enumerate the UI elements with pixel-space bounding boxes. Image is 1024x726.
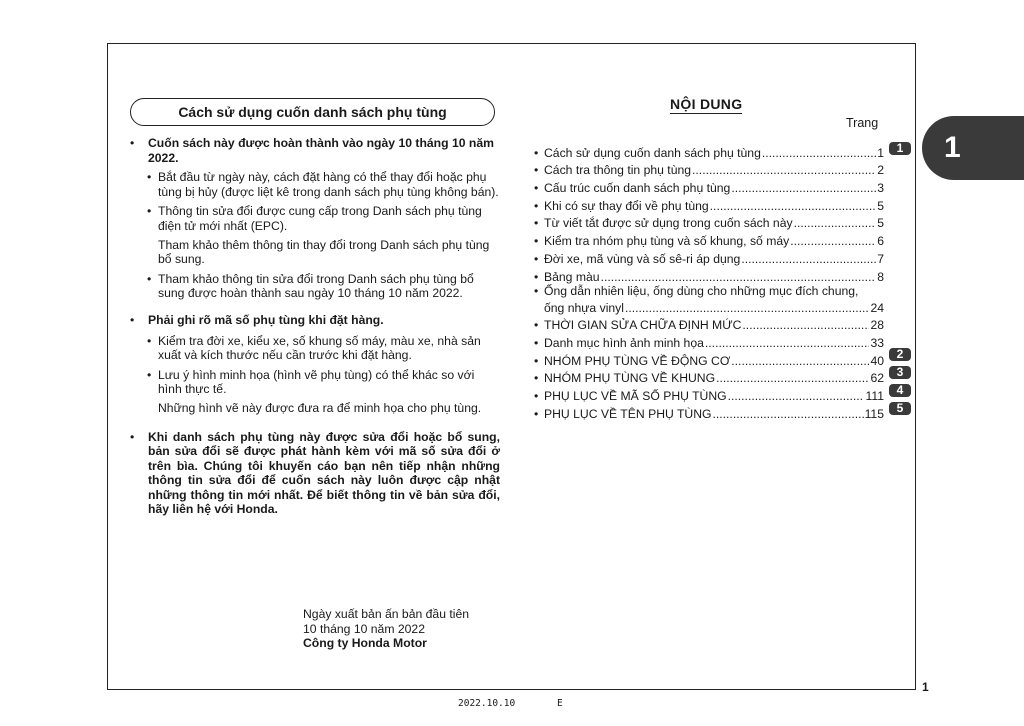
- toc-bullet: •: [534, 145, 539, 160]
- toc-leader: [731, 354, 869, 368]
- toc-entry-label: Bảng màu: [544, 269, 600, 284]
- toc-leader: [794, 216, 877, 230]
- ordering-item-2-text: Lưu ý hình minh họa (hình vẽ phụ tùng) có thể khác so với hình thực tế.: [158, 367, 475, 397]
- completion-item-2: [130, 204, 500, 233]
- toc-entry-page: 8: [877, 269, 884, 284]
- toc-entry-label: PHỤ LỤC VỀ TÊN PHỤ TÙNG: [544, 406, 712, 421]
- toc-bullet: •: [534, 163, 539, 178]
- toc-bullet: •: [534, 353, 539, 368]
- toc-bullet: •: [534, 234, 539, 249]
- toc-entry-label: Đời xe, mã vùng và số sê-ri áp dụng: [544, 251, 741, 266]
- toc-entry-page: 5: [877, 216, 884, 231]
- footer-code: E: [557, 698, 563, 709]
- toc-leader: [790, 234, 876, 248]
- toc-entry[interactable]: [534, 248, 884, 266]
- section-tab[interactable]: 1: [922, 116, 1024, 180]
- table-of-contents: [534, 142, 884, 421]
- toc-leader: [710, 199, 877, 213]
- toc-entry-page: 111: [865, 388, 884, 403]
- toc-entry[interactable]: [534, 177, 884, 195]
- toc-entry-label: NHÓM PHỤ TÙNG VỀ KHUNG: [544, 371, 716, 386]
- toc-leader: [728, 389, 865, 403]
- section-revision: [130, 430, 500, 518]
- section-ordering: [130, 313, 500, 328]
- sub-bullet: •: [147, 333, 152, 348]
- sub-bullet: •: [147, 170, 152, 185]
- sub-bullet: •: [147, 204, 152, 219]
- page-number: 1: [922, 680, 929, 694]
- revision-text: Khi danh sách phụ tùng này được sửa đổi hoặc bổ sung, bản sửa đổi sẽ được phát hành kèm với mã số sửa đổi ở trên bìa. Chúng tôi khuyến cáo bạn nên tiếp nhận những thông tin sửa đổi để cuốn sách này luôn được cập nhật những thông tin mới nhất. Để biết thông tin về bản sửa đổi, hãy liên hệ với Honda.: [148, 429, 500, 517]
- toc-entry-label: Kiểm tra nhóm phụ tùng và số khung, số máy: [544, 234, 790, 249]
- section-badge-4[interactable]: 4: [889, 384, 911, 397]
- toc-entry-page: 40: [870, 353, 884, 368]
- completion-item-1: [130, 170, 500, 199]
- completion-heading: Cuốn sách này được hoàn thành vào ngày 10 tháng 10 năm 2022.: [148, 136, 494, 165]
- toc-leader: [713, 407, 864, 421]
- publisher-name: Công ty Honda Motor: [303, 636, 427, 651]
- toc-entry[interactable]: [534, 213, 884, 231]
- toc-leader: [762, 146, 876, 160]
- completion-item-1-text: Bắt đầu từ ngày này, cách đặt hàng có thể thay đổi hoặc phụ tùng bị hủy (được liệt kê trong danh sách phụ tùng không bán).: [158, 170, 499, 199]
- toc-entry-page: 33: [870, 335, 884, 350]
- ordering-item-1-text: Kiểm tra đời xe, kiểu xe, số khung số máy, màu xe, nhà sản xuất và kích thước nếu cần trước khi đặt hàng.: [158, 333, 481, 363]
- toc-entry-label: THỜI GIAN SỬA CHỮA ĐỊNH MỨC: [544, 318, 742, 333]
- toc-bullet: •: [534, 406, 539, 421]
- footer-date: 2022.10.10: [458, 698, 516, 709]
- section-badge-2[interactable]: 2: [889, 348, 911, 361]
- section-completion: [130, 136, 500, 165]
- toc-entry-page: 2: [877, 163, 884, 178]
- toc-entry-page: 6: [877, 234, 884, 249]
- toc-entry[interactable]: [534, 195, 884, 213]
- toc-entry-label-line1: Ống dẫn nhiên liệu, ống dùng cho những mục đích chung,: [544, 283, 859, 298]
- toc-bullet: •: [534, 198, 539, 213]
- ordering-item-2: [130, 368, 500, 397]
- toc-leader: [692, 163, 876, 177]
- completion-item-3: [130, 272, 500, 301]
- toc-bullet: •: [534, 318, 539, 333]
- toc-entry-label-line2: ống nhựa vinyl: [544, 300, 624, 315]
- toc-entry-page: 5: [877, 198, 884, 213]
- section-badge-1[interactable]: 1: [889, 142, 911, 155]
- toc-entry[interactable]: [534, 315, 884, 333]
- toc-heading: NỘI DUNG: [670, 96, 743, 112]
- toc-entry[interactable]: [534, 230, 884, 248]
- toc-entry-page: 115: [864, 406, 884, 421]
- bullet: •: [130, 429, 135, 444]
- toc-entry[interactable]: [534, 284, 884, 315]
- completion-item-3-text: Tham khảo thông tin sửa đổi trong Danh sách phụ tùng bổ sung được hoàn thành sau ngày 10 tháng 10 năm 2022.: [158, 271, 474, 301]
- toc-entry-page: 62: [870, 371, 884, 386]
- sub-bullet: •: [147, 271, 152, 286]
- toc-entry[interactable]: [534, 385, 884, 403]
- toc-entry[interactable]: [534, 266, 884, 284]
- toc-entry-page: 3: [877, 181, 884, 196]
- ordering-item-1: [130, 334, 500, 363]
- toc-bullet: •: [534, 283, 539, 298]
- usage-column: [130, 136, 500, 517]
- toc-entry[interactable]: [534, 350, 884, 368]
- toc-entry-label: Khi có sự thay đổi về phụ tùng: [544, 198, 709, 213]
- toc-bullet: •: [534, 371, 539, 386]
- toc-leader: [741, 252, 876, 266]
- toc-entry-label: Cấu trúc cuốn danh sách phụ tùng: [544, 181, 731, 196]
- toc-bullet: •: [534, 251, 539, 266]
- bullet: •: [130, 136, 135, 150]
- toc-entry[interactable]: [534, 160, 884, 178]
- ordering-item-2-cont: Những hình vẽ này được đưa ra để minh họa cho phụ tùng.: [158, 400, 482, 415]
- toc-entry[interactable]: [534, 332, 884, 350]
- toc-leader: [705, 336, 870, 350]
- completion-item-2-cont: Tham khảo thêm thông tin thay đổi trong Danh sách phụ tùng bổ sung.: [158, 237, 490, 267]
- toc-entry-page: 28: [870, 318, 884, 333]
- toc-entry-label: NHÓM PHỤ TÙNG VỀ ĐỘNG CƠ: [544, 353, 731, 368]
- toc-bullet: •: [534, 388, 539, 403]
- usage-title: Cách sử dụng cuốn danh sách phụ tùng: [130, 98, 495, 126]
- toc-leader: [601, 270, 877, 284]
- sub-bullet: •: [147, 367, 152, 382]
- toc-bullet: •: [534, 269, 539, 284]
- toc-entry-label: Từ viết tắt được sử dụng trong cuốn sách này: [544, 216, 793, 231]
- toc-entry-label: Cách sử dụng cuốn danh sách phụ tùng: [544, 145, 761, 160]
- toc-entry-label: PHỤ LỤC VỀ MÃ SỐ PHỤ TÙNG: [544, 388, 727, 403]
- toc-entry-page: 7: [877, 251, 884, 266]
- bullet: •: [130, 312, 135, 327]
- toc-bullet: •: [534, 216, 539, 231]
- publication-date: 10 tháng 10 năm 2022: [303, 621, 425, 636]
- toc-entry[interactable]: [534, 403, 884, 421]
- toc-entry-page: 1: [877, 145, 884, 160]
- toc-entry[interactable]: [534, 368, 884, 386]
- completion-item-2-text: Thông tin sửa đổi được cung cấp trong Danh sách phụ tùng điện tử mới nhất (EPC).: [158, 204, 482, 233]
- toc-leader: [625, 301, 869, 315]
- toc-entry[interactable]: [534, 142, 884, 160]
- publication-line-1: Ngày xuất bản ấn bản đầu tiên: [303, 607, 470, 621]
- section-badge-3[interactable]: 3: [889, 366, 911, 379]
- toc-bullet: •: [534, 335, 539, 350]
- toc-bullet: •: [534, 181, 539, 196]
- ordering-heading: Phải ghi rõ mã số phụ tùng khi đặt hàng.: [148, 312, 384, 327]
- publication-info: [303, 607, 469, 651]
- toc-entry-label: Danh mục hình ảnh minh họa: [544, 335, 704, 350]
- toc-leader: [731, 181, 876, 195]
- page-column-label: Trang: [846, 116, 879, 130]
- toc-leader: [716, 371, 869, 385]
- toc-entry-label: Cách tra thông tin phụ tùng: [544, 163, 692, 178]
- toc-entry-page: 24: [870, 300, 884, 315]
- toc-leader: [742, 318, 869, 332]
- section-badge-5[interactable]: 5: [889, 402, 911, 415]
